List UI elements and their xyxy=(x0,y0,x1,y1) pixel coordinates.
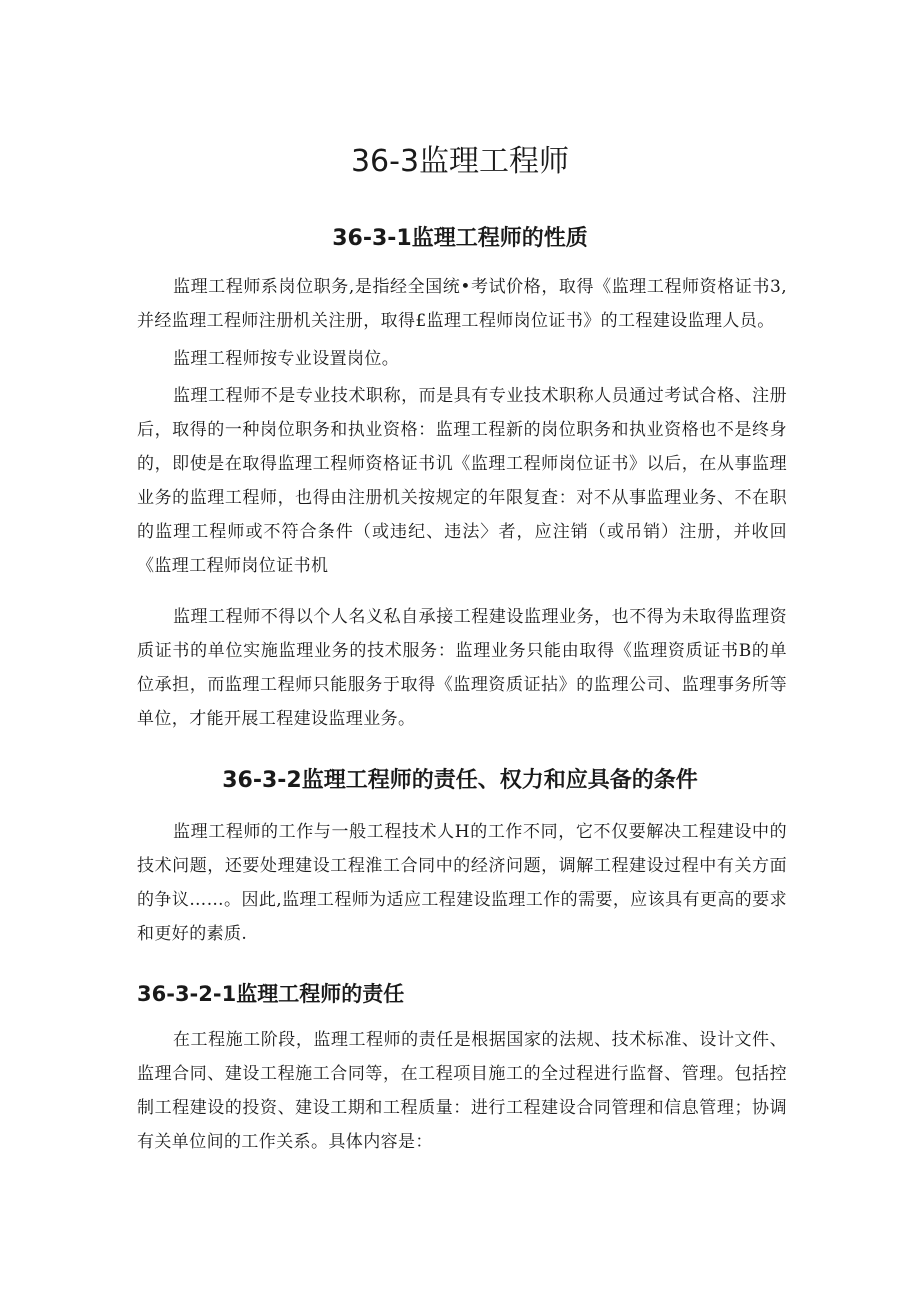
paragraph-work-difference: 监理工程师的工作与一般工程技术人H的工作不同，它不仅要解决工程建设中的技术问题，还要处理建设工程淮工合同中的经济问题，调解工程建设过程中有关方面的争议……。因此,监理工程师为适应工程建设监理工作的需要，应该具有更高的要求和更好的素质. xyxy=(137,822,787,944)
paragraph-definition: 监理工程师系岗位职务,是指经全国统•考试价格，取得《监理工程师资格证书3,并经监理工程师注册机关注册，取得£监理工程师岗位证书》的工程建设监理人员。 xyxy=(137,277,787,331)
section-heading-responsibility-rights: 36-3-2监理工程师的责任、权力和应具备的条件 xyxy=(222,768,698,793)
section-heading-nature: 36-3-1监理工程师的性质 xyxy=(332,226,588,251)
document-title: 36-3监理工程师 xyxy=(350,144,570,179)
paragraph-construction-stage: 在工程施工阶段，监理工程师的责任是根据国家的法规、技术标准、设计文件、监理合同、建设工程施工合同等，在工程项目施工的全过程进行监督、管理。包括控制工程建设的投资、建设工期和工程质量：进行工程建设合同管理和信息管理；协调有关单位间的工作关系。具体内容是： xyxy=(137,1030,787,1152)
paragraph-post-setting: 监理工程师按专业设置岗位。 xyxy=(173,349,400,369)
subsection-heading-responsibility: 36-3-2-1监理工程师的责任 xyxy=(137,982,405,1006)
paragraph-not-title: 监理工程师不是专业技术职称，而是具有专业技术职称人员通过考试合格、注册后，取得的一种岗位职务和执业资格：监理工程新的岗位职务和执业资格也不是终身的，即使是在取得监理工程师资格证书讥《监理工程师岗位证书》以后，在从事监理业务的监理工程师，也得由注册机关按规定的年限复査：对不从事监理业务、不在职的监理工程师或不符合条件（或违纪、违法〉者，应注销（或吊销）注册，并收回《监理工程师岗位证书机 xyxy=(137,386,787,576)
paragraph-restrictions: 监理工程师不得以个人名义私自承接工程建设监理业务，也不得为未取得监理资质证书的单位实施监理业务的技术服务：监理业务只能由取得《监理资质证书B的单位承担，而监理工程师只能服务于取得《监理资质证拈》的监理公司、监理事务所等单位，才能开展工程建设监理业务。 xyxy=(137,607,787,729)
